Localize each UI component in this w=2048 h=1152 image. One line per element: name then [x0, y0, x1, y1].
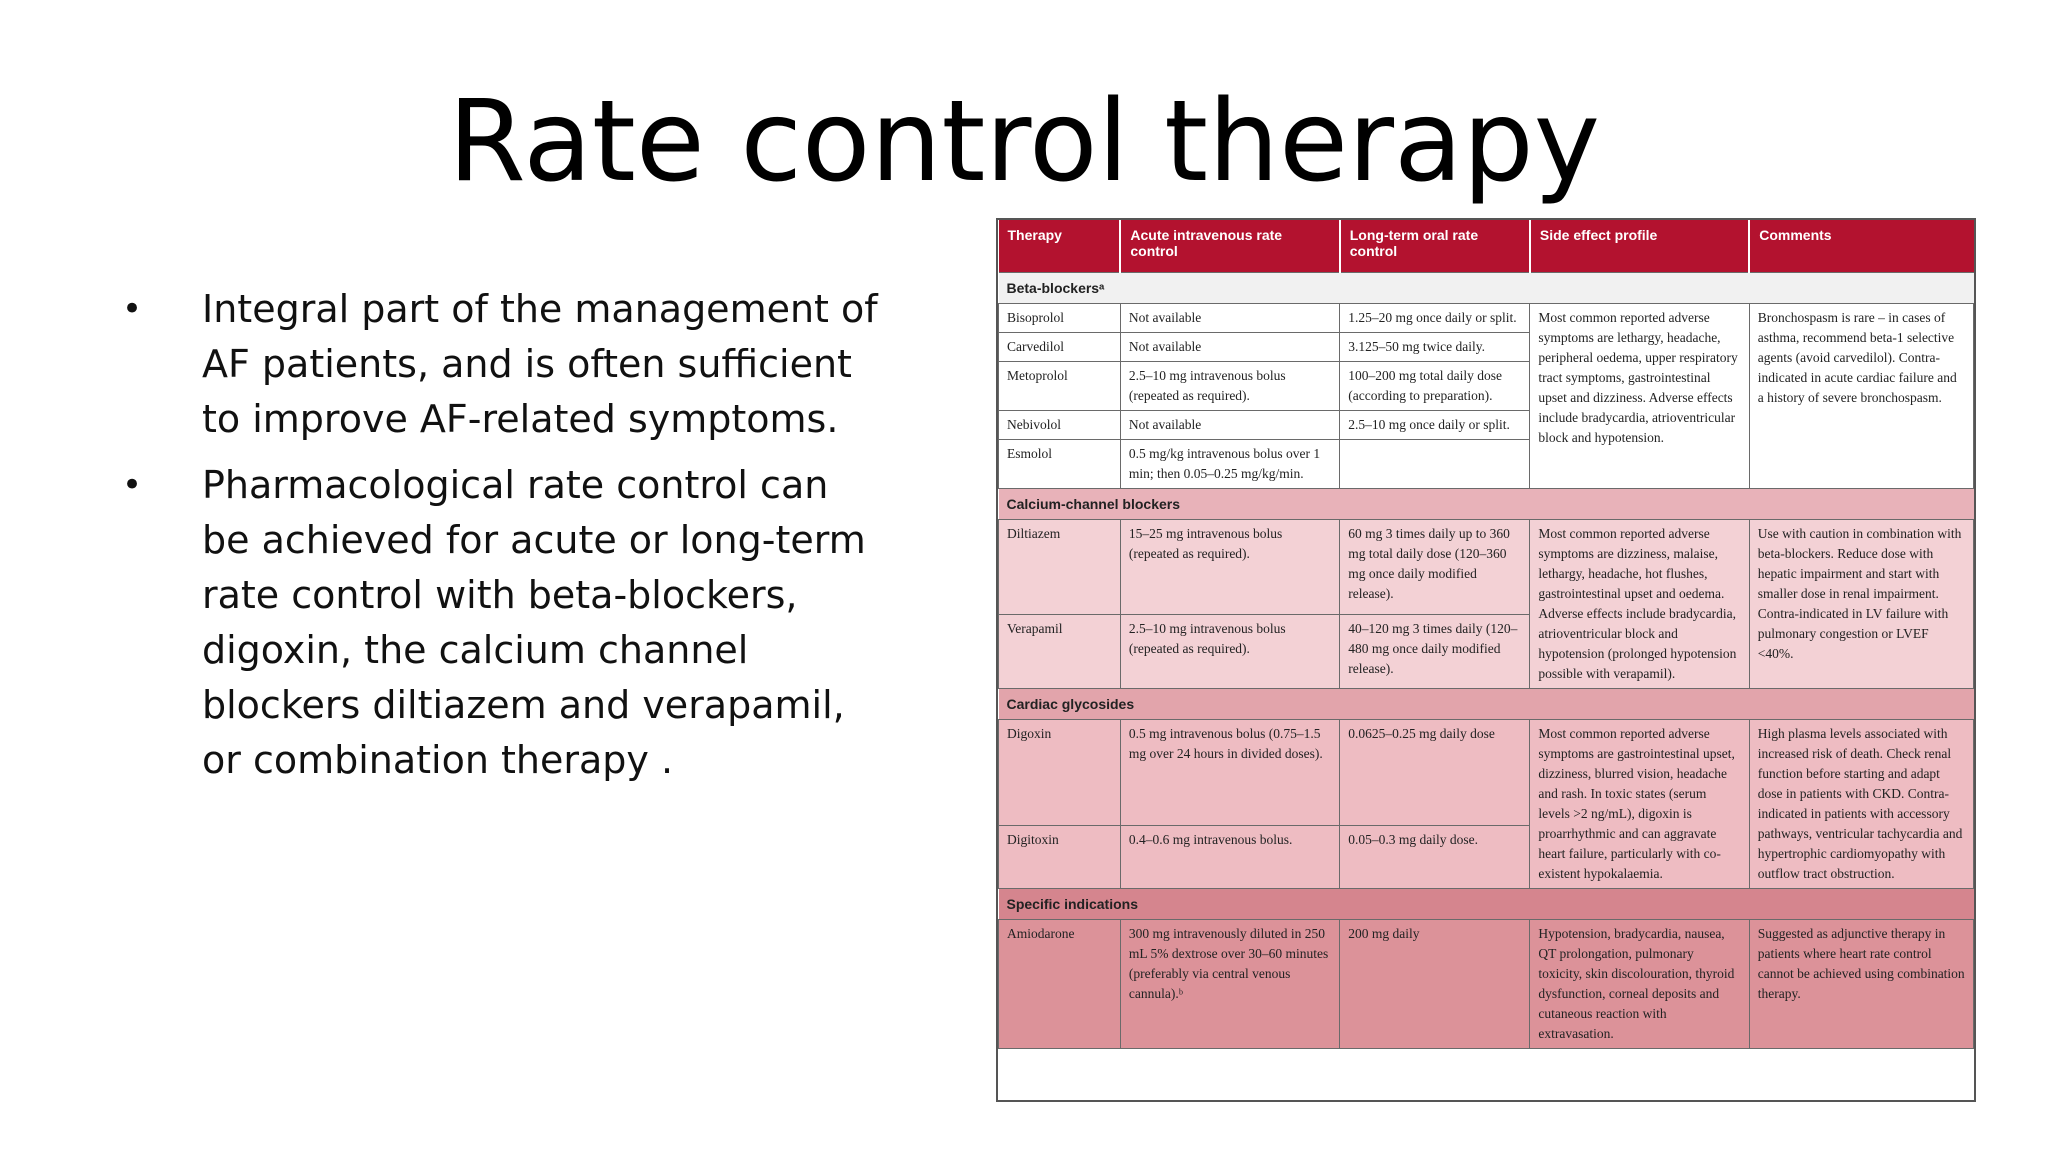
- table-header-row: [999, 220, 1974, 273]
- group-label: Calcium-channel blockers: [999, 489, 1974, 520]
- oral-dose: 1.25–20 mg once daily or split.: [1340, 304, 1530, 333]
- oral-dose: 40–120 mg 3 times daily (120–480 mg once daily modified release).: [1340, 615, 1530, 689]
- acute-dose: Not available: [1120, 304, 1339, 333]
- bullet-list: [118, 282, 878, 799]
- group-row-beta-blockers: [999, 273, 1974, 304]
- column-header-therapy: Therapy: [999, 220, 1121, 273]
- drug-name: Digoxin: [999, 720, 1121, 826]
- comments-cell: Bronchospasm is rare – in cases of asthma, recommend beta-1 selective agents (avoid carvedilol). Contra-indicated in acute cardiac failure and a history of severe bronchospasm.: [1749, 304, 1973, 489]
- oral-dose: 200 mg daily: [1340, 920, 1530, 1049]
- drug-name: Digitoxin: [999, 826, 1121, 889]
- acute-dose: 2.5–10 mg intravenous bolus (repeated as required).: [1120, 615, 1339, 689]
- bullet-text: Pharmacological rate control can be achieved for acute or long-term rate control with beta-blockers, digoxin, the calcium channel blockers diltiazem and verapamil, or combination therapy .: [202, 463, 866, 782]
- side-effect-cell: Most common reported adverse symptoms are lethargy, headache, peripheral oedema, upper respiratory tract symptoms, gastrointestinal upset and dizziness. Adverse effects include bradycardia, atrioventricular block and hypotension.: [1530, 304, 1749, 489]
- rate-control-table: [996, 218, 1976, 1102]
- acute-dose: 300 mg intravenously diluted in 250 mL 5% dextrose over 30–60 minutes (preferably via central venous cannula).ᵇ: [1120, 920, 1339, 1049]
- group-row-specific-indications: [999, 889, 1974, 920]
- oral-dose: 3.125–50 mg twice daily.: [1340, 333, 1530, 362]
- table-row: [999, 520, 1974, 615]
- bullet-text: Integral part of the management of AF patients, and is often sufficient to improve AF-related symptoms.: [202, 287, 878, 441]
- table-row: [999, 920, 1974, 1049]
- side-effect-cell: Hypotension, bradycardia, nausea, QT prolongation, pulmonary toxicity, skin discolouration, thyroid dysfunction, corneal deposits and cutaneous reaction with extravasation.: [1530, 920, 1749, 1049]
- acute-dose: Not available: [1120, 411, 1339, 440]
- acute-dose: 0.5 mg intravenous bolus (0.75–1.5 mg over 24 hours in divided doses).: [1120, 720, 1339, 826]
- bullet-dot-icon: •: [122, 289, 143, 329]
- drug-name: Metoprolol: [999, 362, 1121, 411]
- side-effect-cell: Most common reported adverse symptoms are gastrointestinal upset, dizziness, blurred vision, headache and rash. In toxic states (serum levels >2 ng/mL), digoxin is proarrhythmic and can aggravate heart failure, particularly with co-existent hypokalaemia.: [1530, 720, 1749, 889]
- drug-name: Bisoprolol: [999, 304, 1121, 333]
- comments-cell: Use with caution in combination with beta-blockers. Reduce dose with hepatic impairment and start with smaller dose in renal impairment. Contra-indicated in LV failure with pulmonary congestion or LVEF <40%.: [1749, 520, 1973, 689]
- bullet-dot-icon: •: [122, 465, 143, 505]
- group-label: Specific indications: [999, 889, 1974, 920]
- oral-dose: 0.05–0.3 mg daily dose.: [1340, 826, 1530, 889]
- oral-dose: 2.5–10 mg once daily or split.: [1340, 411, 1530, 440]
- comments-cell: High plasma levels associated with increased risk of death. Check renal function before starting and adapt dose in patients with CKD. Contra-indicated in patients with accessory pathways, ventricular tachycardia and hypertrophic cardiomyopathy with outflow tract obstruction.: [1749, 720, 1973, 889]
- drug-name: Amiodarone: [999, 920, 1121, 1049]
- column-header-oral: Long-term oral rate control: [1340, 220, 1530, 273]
- table-row: [999, 304, 1974, 333]
- drug-name: Diltiazem: [999, 520, 1121, 615]
- group-row-calcium-channel-blockers: [999, 489, 1974, 520]
- table-row: [999, 720, 1974, 826]
- oral-dose: [1340, 440, 1530, 489]
- drug-name: Verapamil: [999, 615, 1121, 689]
- group-label: Beta-blockersᵃ: [999, 273, 1974, 304]
- oral-dose: 60 mg 3 times daily up to 360 mg total daily dose (120–360 mg once daily modified release).: [1340, 520, 1530, 615]
- side-effect-cell: Most common reported adverse symptoms are dizziness, malaise, lethargy, headache, hot flushes, gastrointestinal upset and oedema. Adverse effects include bradycardia, atrioventricular block and hypotension (prolonged hypotension possible with verapamil).: [1530, 520, 1749, 689]
- acute-dose: 2.5–10 mg intravenous bolus (repeated as required).: [1120, 362, 1339, 411]
- oral-dose: 100–200 mg total daily dose (according to preparation).: [1340, 362, 1530, 411]
- bullet-item: [118, 458, 878, 788]
- acute-dose: 0.5 mg/kg intravenous bolus over 1 min; then 0.05–0.25 mg/kg/min.: [1120, 440, 1339, 489]
- column-header-comments: Comments: [1749, 220, 1973, 273]
- drug-name: Carvedilol: [999, 333, 1121, 362]
- group-label: Cardiac glycosides: [999, 689, 1974, 720]
- acute-dose: 0.4–0.6 mg intravenous bolus.: [1120, 826, 1339, 889]
- drug-name: Esmolol: [999, 440, 1121, 489]
- column-header-side-effects: Side effect profile: [1530, 220, 1749, 273]
- therapy-table: [998, 220, 1974, 1049]
- acute-dose: Not available: [1120, 333, 1339, 362]
- drug-name: Nebivolol: [999, 411, 1121, 440]
- acute-dose: 15–25 mg intravenous bolus (repeated as required).: [1120, 520, 1339, 615]
- oral-dose: 0.0625–0.25 mg daily dose: [1340, 720, 1530, 826]
- column-header-acute: Acute intravenous rate control: [1120, 220, 1339, 273]
- comments-cell: Suggested as adjunctive therapy in patients where heart rate control cannot be achieved using combination therapy.: [1749, 920, 1973, 1049]
- page-title: Rate control therapy: [447, 77, 1601, 207]
- bullet-item: [118, 282, 878, 447]
- group-row-cardiac-glycosides: [999, 689, 1974, 720]
